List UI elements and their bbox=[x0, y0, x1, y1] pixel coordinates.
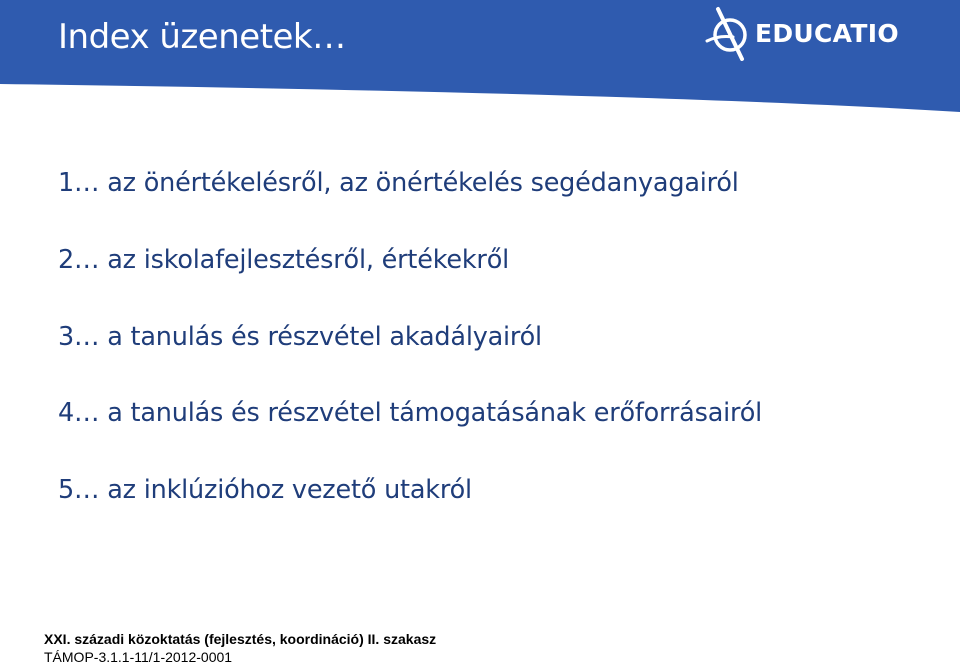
footer-project-code: TÁMOP-3.1.1-11/1-2012-0001 bbox=[44, 649, 233, 665]
slide-title: Index üzenetek… bbox=[58, 17, 346, 57]
list-item: 3… a tanulás és részvétel akadályairól bbox=[58, 322, 542, 352]
list-item: 1… az önértékelésről, az önértékelés segédanyagairól bbox=[58, 168, 739, 198]
educatio-emblem-icon bbox=[703, 5, 753, 61]
list-item: 2… az iskolafejlesztésről, értékekről bbox=[58, 245, 509, 275]
educatio-logo bbox=[703, 5, 899, 61]
list-item: 4… a tanulás és részvétel támogatásának erőforrásairól bbox=[58, 398, 763, 428]
logo-wordmark: EDUCATIO bbox=[755, 18, 899, 48]
header-band bbox=[0, 0, 960, 112]
footer bbox=[44, 630, 436, 666]
list-item: 5… az inklúzióhoz vezető utakról bbox=[58, 475, 472, 505]
footer-program-title: XXI. századi közoktatás (fejlesztés, koordináció) II. szakasz bbox=[44, 631, 437, 647]
